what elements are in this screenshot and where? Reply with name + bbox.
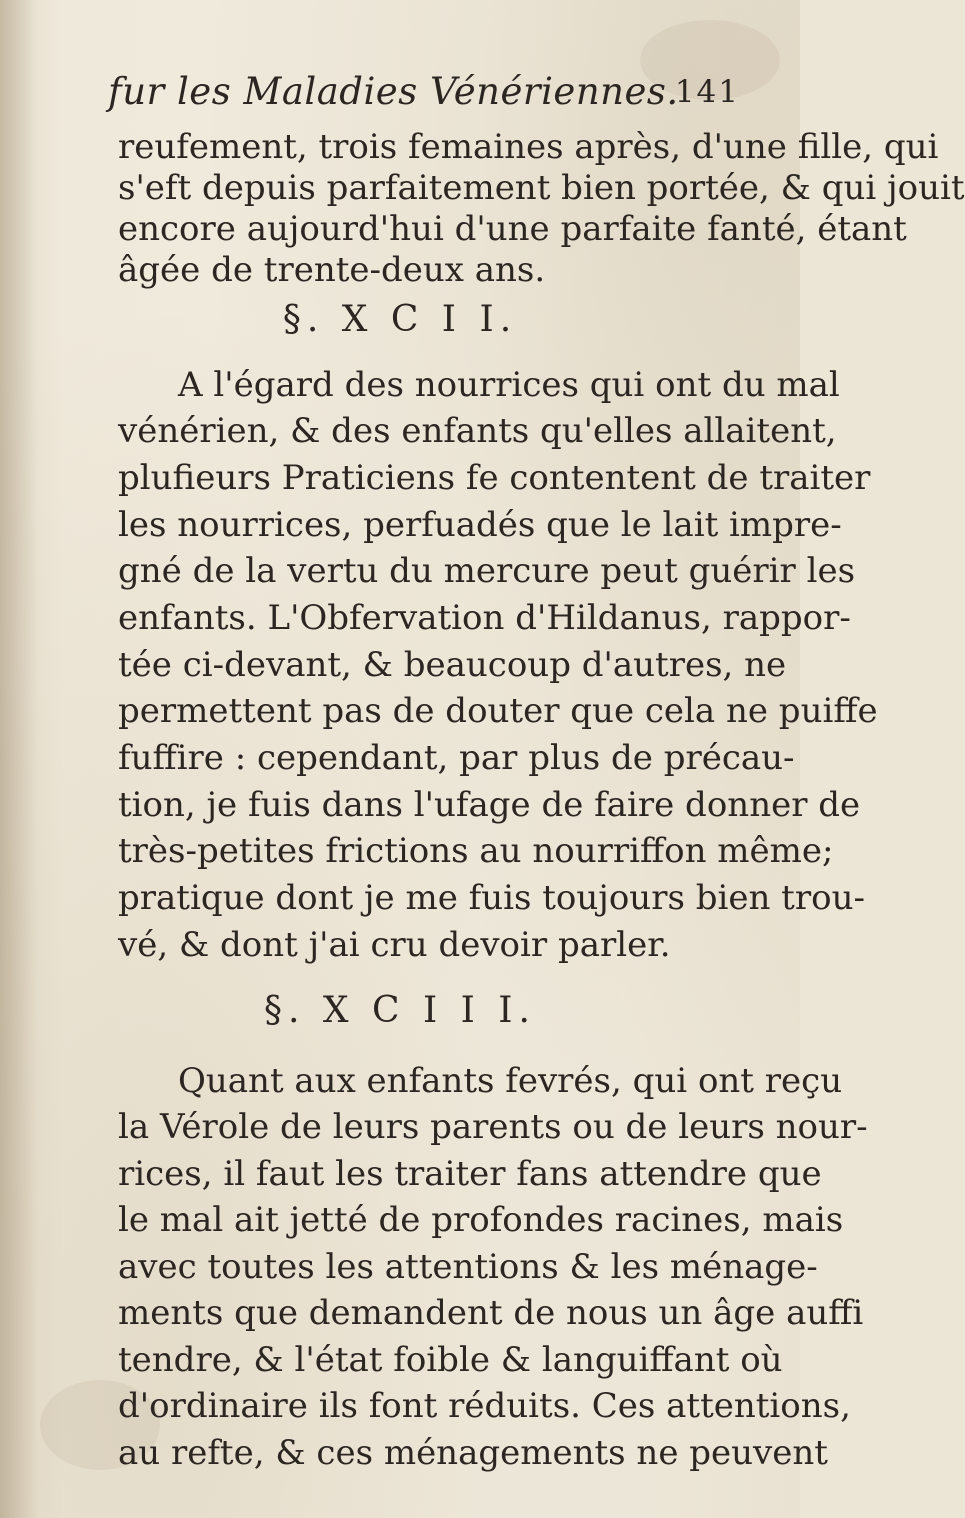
text-line: ments que demandent de nous un âge auffi bbox=[118, 1293, 864, 1333]
section-heading: §. X C I I I. bbox=[264, 990, 536, 1031]
text-line: A l'égard des nourrices qui ont du mal bbox=[178, 365, 840, 405]
text-line: encore aujourd'hui d'une parfaite fanté, étant bbox=[118, 209, 907, 249]
text-line: pratique dont je me fuis toujours bien trou- bbox=[118, 878, 865, 918]
text-line: tendre, & l'état foible & languiffant où bbox=[118, 1340, 783, 1380]
text-line: reufement, trois femaines après, d'une fille, qui bbox=[118, 127, 939, 167]
running-head: fur les Maladies Vénériennes. bbox=[108, 70, 679, 113]
text-line: tion, je fuis dans l'ufage de faire donner de bbox=[118, 785, 861, 825]
text-line: d'ordinaire ils font réduits. Ces attentions, bbox=[118, 1386, 851, 1426]
page-gutter-shadow bbox=[0, 0, 38, 1518]
text-line: rices, il faut les traiter fans attendre que bbox=[118, 1154, 822, 1194]
section-heading: §. X C I I. bbox=[282, 299, 518, 340]
text-line: au refte, & ces ménagements ne peuvent bbox=[118, 1433, 828, 1473]
text-line: vé, & dont j'ai cru devoir parler. bbox=[118, 925, 671, 965]
text-line: permettent pas de douter que cela ne puiffe bbox=[118, 691, 878, 731]
text-line: les nourrices, perfuadés que le lait impre- bbox=[118, 505, 842, 545]
text-line: très-petites frictions au nourriffon même; bbox=[118, 831, 834, 871]
text-line: plufieurs Praticiens fe contentent de traiter bbox=[118, 458, 871, 498]
text-line: âgée de trente-deux ans. bbox=[118, 250, 546, 290]
page-number: 141 bbox=[674, 74, 740, 110]
text-line: Quant aux enfants fevrés, qui ont reçu bbox=[178, 1061, 843, 1101]
page-header bbox=[100, 70, 740, 130]
text-line: enfants. L'Obfervation d'Hildanus, rappor- bbox=[118, 598, 851, 638]
text-line: vénérien, & des enfants qu'elles allaitent, bbox=[118, 411, 837, 451]
text-line: s'eft depuis parfaitement bien portée, & qui jouit bbox=[118, 168, 965, 208]
text-line: avec toutes les attentions & les ménage- bbox=[118, 1247, 818, 1287]
text-line: tée ci-devant, & beaucoup d'autres, ne bbox=[118, 645, 787, 685]
text-line: le mal ait jetté de profondes racines, mais bbox=[118, 1200, 844, 1240]
text-line: gné de la vertu du mercure peut guérir les bbox=[118, 551, 856, 591]
text-line: la Vérole de leurs parents ou de leurs nour- bbox=[118, 1107, 868, 1147]
text-line: fuffire : cependant, par plus de précau- bbox=[118, 738, 795, 778]
